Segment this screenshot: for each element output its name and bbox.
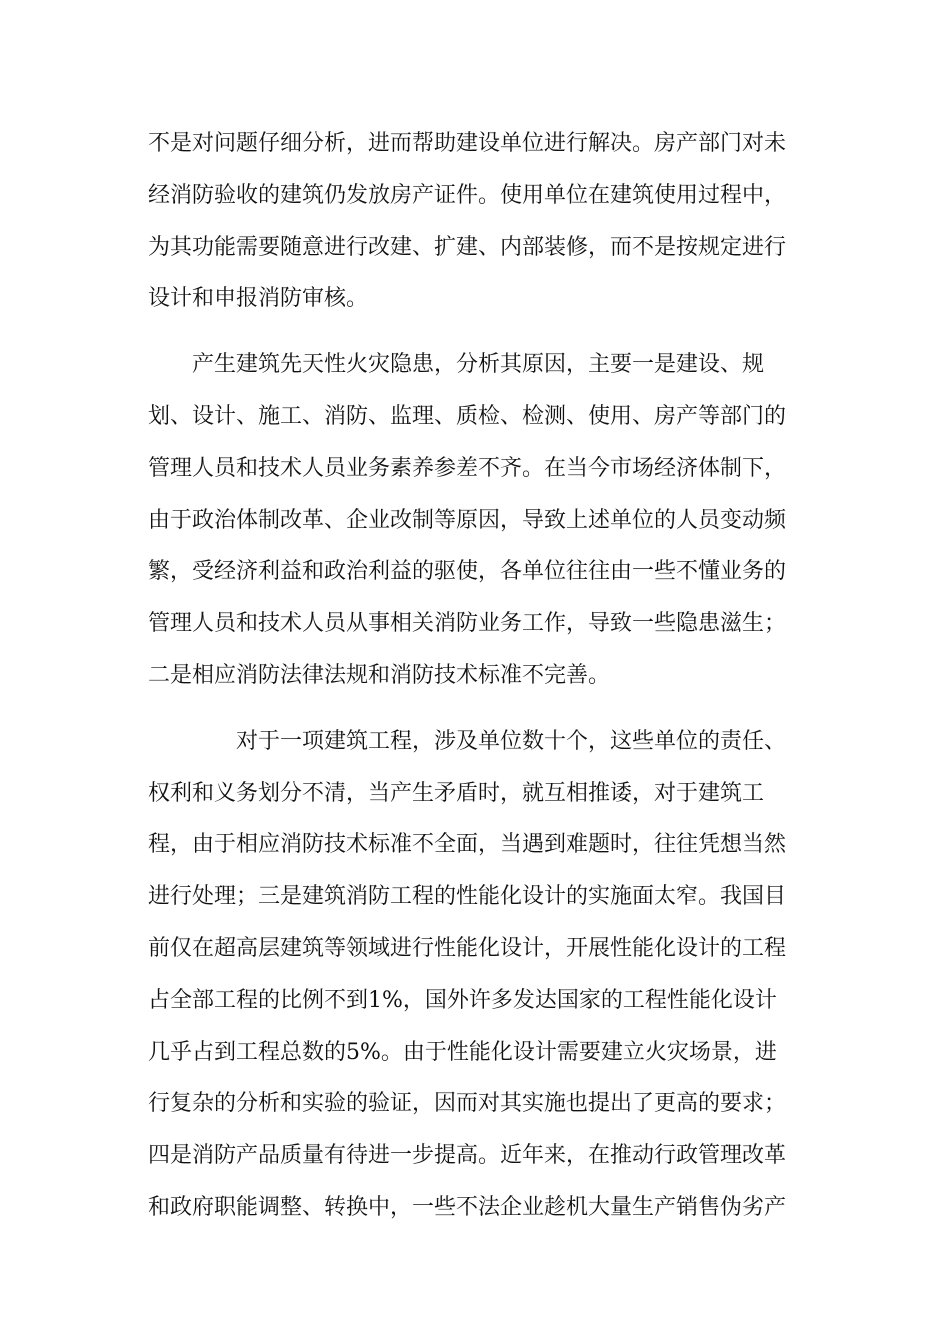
text-line: 占全部工程的比例不到1%，国外许多发达国家的工程性能化设计 xyxy=(148,987,777,1013)
text-line: 设计和申报消防审核。 xyxy=(148,286,369,312)
text-line: 二是相应消防法律法规和消防技术标准不完善。 xyxy=(148,662,611,688)
text-line: 几乎占到工程总数的5%。由于性能化设计需要建立火灾场景，进 xyxy=(148,1039,777,1065)
text-line: 对于一项建筑工程，涉及单位数十个，这些单位的责任、 xyxy=(236,728,787,754)
text-line: 管理人员和技术人员业务素养参差不齐。在当今市场经济体制下， xyxy=(148,455,787,481)
paragraph-gap xyxy=(148,325,808,339)
paragraph-gap xyxy=(148,702,808,716)
text-line: 管理人员和技术人员从事相关消防业务工作，导致一些隐患滋生； xyxy=(148,611,787,637)
text-line: 行复杂的分析和实验的验证，因而对其实施也提出了更高的要求； xyxy=(148,1091,787,1117)
text-line: 为其功能需要随意进行改建、扩建、内部装修，而不是按规定进行 xyxy=(148,234,787,260)
text-line: 繁，受经济利益和政治利益的驱使，各单位往往由一些不懂业务的 xyxy=(148,559,787,585)
body-text xyxy=(148,118,808,1234)
text-line: 四是消防产品质量有待进一步提高。近年来，在推动行政管理改革 xyxy=(148,1143,787,1169)
paragraph-3 xyxy=(148,716,808,1234)
text-line: 经消防验收的建筑仍发放房产证件。使用单位在建筑使用过程中， xyxy=(148,182,787,208)
text-line: 程，由于相应消防技术标准不全面，当遇到难题时，往往凭想当然 xyxy=(148,832,787,858)
text-line: 由于政治体制改革、企业改制等原因，导致上述单位的人员变动频 xyxy=(148,507,787,533)
paragraph-2 xyxy=(148,339,808,702)
text-line: 和政府职能调整、转换中，一些不法企业趁机大量生产销售伪劣产 xyxy=(148,1194,787,1220)
text-line: 权利和义务划分不清，当产生矛盾时，就互相推诿，对于建筑工 xyxy=(148,780,765,806)
text-line: 进行处理；三是建筑消防工程的性能化设计的实施面太窄。我国目 xyxy=(148,884,787,910)
text-line: 不是对问题仔细分析，进而帮助建设单位进行解决。房产部门对未 xyxy=(148,131,787,156)
text-line: 前仅在超高层建筑等领域进行性能化设计，开展性能化设计的工程 xyxy=(148,935,787,961)
paragraph-1 xyxy=(148,118,808,325)
text-line: 划、设计、施工、消防、监理、质检、检测、使用、房产等部门的 xyxy=(148,403,787,429)
text-line: 产生建筑先天性火灾隐患，分析其原因，主要一是建设、规 xyxy=(192,352,765,378)
